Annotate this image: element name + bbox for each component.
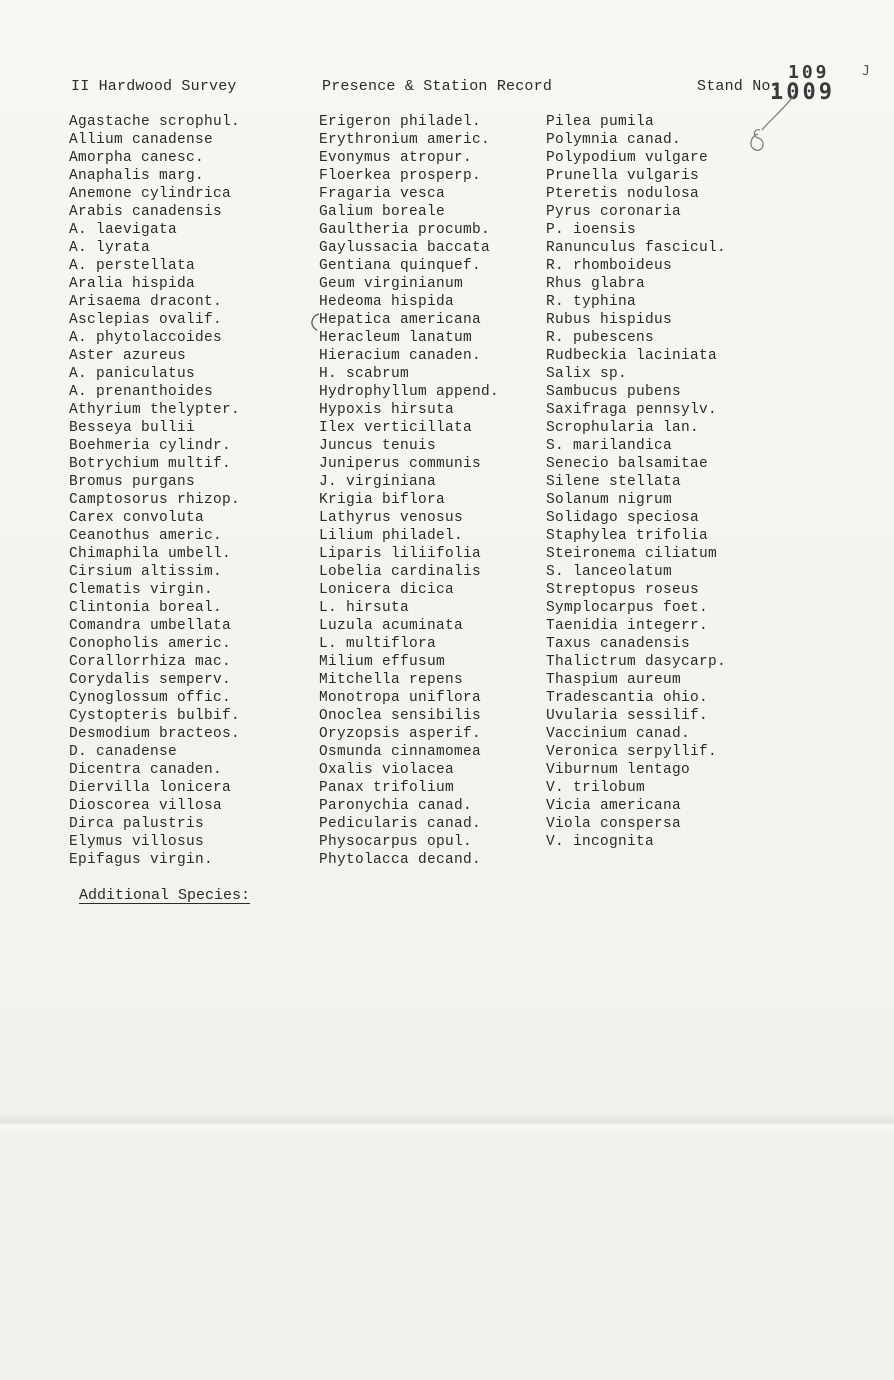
species-item: Gentiana quinquef. bbox=[319, 258, 482, 274]
pencil-annotation-icon bbox=[740, 90, 820, 170]
species-item: Paronychia canad. bbox=[319, 798, 473, 814]
species-item: Conopholis americ. bbox=[69, 636, 232, 652]
species-item: Krigia biflora bbox=[319, 492, 446, 508]
species-item: Solanum nigrum bbox=[546, 492, 673, 508]
species-item: J. virginiana bbox=[319, 474, 437, 490]
species-item: Juncus tenuis bbox=[319, 438, 437, 454]
species-item: Onoclea sensibilis bbox=[319, 708, 482, 724]
species-item: R. rhomboideus bbox=[546, 258, 673, 274]
species-item: Tradescantia ohio. bbox=[546, 690, 709, 706]
species-item: Prunella vulgaris bbox=[546, 168, 700, 184]
species-item: Symplocarpus foet. bbox=[546, 600, 709, 616]
species-item: Comandra umbellata bbox=[69, 618, 232, 634]
species-item: Amorpha canesc. bbox=[69, 150, 205, 166]
species-column-1 bbox=[69, 113, 240, 869]
species-item: L. hirsuta bbox=[319, 600, 410, 616]
species-item: Elymus villosus bbox=[69, 834, 205, 850]
species-item: Geum virginianum bbox=[319, 276, 464, 292]
species-item: Streptopus roseus bbox=[546, 582, 700, 598]
species-item: Pteretis nodulosa bbox=[546, 186, 700, 202]
species-item: A. lyrata bbox=[69, 240, 151, 256]
species-item: Dirca palustris bbox=[69, 816, 205, 832]
species-column-2 bbox=[319, 113, 499, 869]
species-item: Panax trifolium bbox=[319, 780, 455, 796]
species-item: Liparis liliifolia bbox=[319, 546, 482, 562]
species-item: Athyrium thelypter. bbox=[69, 402, 241, 418]
species-item: Mitchella repens bbox=[319, 672, 464, 688]
species-item: Rhus glabra bbox=[546, 276, 646, 292]
species-item: Vicia americana bbox=[546, 798, 682, 814]
species-item: Gaultheria procumb. bbox=[319, 222, 491, 238]
species-item: Senecio balsamitae bbox=[546, 456, 709, 472]
species-item: Oxalis violacea bbox=[319, 762, 455, 778]
paper-fold bbox=[0, 1112, 894, 1136]
species-item: Dicentra canaden. bbox=[69, 762, 223, 778]
species-item: Lilium philadel. bbox=[319, 528, 464, 544]
species-item: Polypodium vulgare bbox=[546, 150, 709, 166]
species-item: Juniperus communis bbox=[319, 456, 482, 472]
species-item: Ranunculus fascicul. bbox=[546, 240, 727, 256]
species-item: Phytolacca decand. bbox=[319, 852, 482, 868]
species-item: Asclepias ovalif. bbox=[69, 312, 223, 328]
species-item: Arabis canadensis bbox=[69, 204, 223, 220]
species-item: Agastache scrophul. bbox=[69, 114, 241, 130]
species-item: Chimaphila umbell. bbox=[69, 546, 232, 562]
species-item: Bromus purgans bbox=[69, 474, 196, 490]
species-item: Milium effusum bbox=[319, 654, 446, 670]
species-item: Diervilla lonicera bbox=[69, 780, 232, 796]
species-item: Anemone cylindrica bbox=[69, 186, 232, 202]
species-item: Pilea pumila bbox=[546, 114, 655, 130]
species-item: Oryzopsis asperif. bbox=[319, 726, 482, 742]
record-title: Presence & Station Record bbox=[322, 78, 553, 95]
species-item: Scrophularia lan. bbox=[546, 420, 700, 436]
species-item: Besseya bullii bbox=[69, 420, 196, 436]
species-item: Taxus canadensis bbox=[546, 636, 691, 652]
species-item: Thaspium aureum bbox=[546, 672, 682, 688]
species-item: Thalictrum dasycarp. bbox=[546, 654, 727, 670]
species-item: Dioscorea villosa bbox=[69, 798, 223, 814]
species-item: Boehmeria cylindr. bbox=[69, 438, 232, 454]
species-item: Heracleum lanatum bbox=[319, 330, 473, 346]
species-item: A. laevigata bbox=[69, 222, 178, 238]
species-item: R. pubescens bbox=[546, 330, 655, 346]
species-item: Sambucus pubens bbox=[546, 384, 682, 400]
species-item: P. ioensis bbox=[546, 222, 637, 238]
species-item: Uvularia sessilif. bbox=[546, 708, 709, 724]
species-item: Cynoglossum offic. bbox=[69, 690, 232, 706]
additional-species-label: Additional Species: bbox=[79, 887, 251, 904]
species-item: Fragaria vesca bbox=[319, 186, 446, 202]
species-item: Luzula acuminata bbox=[319, 618, 464, 634]
species-item: A. phytolaccoides bbox=[69, 330, 223, 346]
species-item: S. marilandica bbox=[546, 438, 673, 454]
species-item: Camptosorus rhizop. bbox=[69, 492, 241, 508]
species-item: Allium canadense bbox=[69, 132, 214, 148]
species-item: Clintonia boreal. bbox=[69, 600, 223, 616]
species-item: Corydalis semperv. bbox=[69, 672, 232, 688]
stand-number-label: Stand No. bbox=[697, 78, 780, 95]
species-item: Floerkea prosperp. bbox=[319, 168, 482, 184]
species-item: Rudbeckia laciniata bbox=[546, 348, 718, 364]
species-item: Hepatica americana bbox=[319, 312, 482, 328]
species-item: L. multiflora bbox=[319, 636, 437, 652]
species-item: Salix sp. bbox=[546, 366, 628, 382]
species-item: Pyrus coronaria bbox=[546, 204, 682, 220]
species-item: V. trilobum bbox=[546, 780, 646, 796]
species-item: Hypoxis hirsuta bbox=[319, 402, 455, 418]
species-item: Ilex verticillata bbox=[319, 420, 473, 436]
species-item: R. typhina bbox=[546, 294, 637, 310]
species-item: Osmunda cinnamomea bbox=[319, 744, 482, 760]
stand-number-stamp-top: 109 bbox=[788, 62, 830, 83]
species-item: Clematis virgin. bbox=[69, 582, 214, 598]
species-item: Carex convoluta bbox=[69, 510, 205, 526]
species-item: H. scabrum bbox=[319, 366, 410, 382]
species-item: Pedicularis canad. bbox=[319, 816, 482, 832]
species-item: A. prenanthoides bbox=[69, 384, 214, 400]
species-item: Erythronium americ. bbox=[319, 132, 491, 148]
species-item: Hieracium canaden. bbox=[319, 348, 482, 364]
species-item: Ceanothus americ. bbox=[69, 528, 223, 544]
species-item: Hydrophyllum append. bbox=[319, 384, 500, 400]
species-item: Aralia hispida bbox=[69, 276, 196, 292]
species-item: D. canadense bbox=[69, 744, 178, 760]
species-item: Desmodium bracteos. bbox=[69, 726, 241, 742]
species-item: Evonymus atropur. bbox=[319, 150, 473, 166]
species-item: Polymnia canad. bbox=[546, 132, 682, 148]
species-column-3 bbox=[546, 113, 726, 851]
species-item: A. perstellata bbox=[69, 258, 196, 274]
species-item: Taenidia integerr. bbox=[546, 618, 709, 634]
species-item: Gaylussacia baccata bbox=[319, 240, 491, 256]
species-item: A. paniculatus bbox=[69, 366, 196, 382]
species-item: Silene stellata bbox=[546, 474, 682, 490]
species-item: Aster azureus bbox=[69, 348, 187, 364]
species-item: Galium boreale bbox=[319, 204, 446, 220]
species-item: Anaphalis marg. bbox=[69, 168, 205, 184]
species-item: Steironema ciliatum bbox=[546, 546, 718, 562]
species-item: Lobelia cardinalis bbox=[319, 564, 482, 580]
species-item: Lonicera dicica bbox=[319, 582, 455, 598]
species-item: Veronica serpyllif. bbox=[546, 744, 718, 760]
species-item: Vaccinium canad. bbox=[546, 726, 691, 742]
species-item: Staphylea trifolia bbox=[546, 528, 709, 544]
species-item: Arisaema dracont. bbox=[69, 294, 223, 310]
species-item: Corallorrhiza mac. bbox=[69, 654, 232, 670]
species-item: Hedeoma hispida bbox=[319, 294, 455, 310]
species-item: Viburnum lentago bbox=[546, 762, 691, 778]
species-item: Monotropa uniflora bbox=[319, 690, 482, 706]
species-item: Lathyrus venosus bbox=[319, 510, 464, 526]
species-item: Epifagus virgin. bbox=[69, 852, 214, 868]
species-item: Solidago speciosa bbox=[546, 510, 700, 526]
species-item: Saxifraga pennsylv. bbox=[546, 402, 718, 418]
species-item: Cystopteris bulbif. bbox=[69, 708, 241, 724]
corner-mark: J bbox=[862, 64, 870, 79]
species-item: Botrychium multif. bbox=[69, 456, 232, 472]
stand-number-stamp-bottom: 1009 bbox=[770, 80, 835, 105]
species-item: Physocarpus opul. bbox=[319, 834, 473, 850]
species-item: Erigeron philadel. bbox=[319, 114, 482, 130]
species-item: Cirsium altissim. bbox=[69, 564, 223, 580]
species-item: Rubus hispidus bbox=[546, 312, 673, 328]
survey-title: II Hardwood Survey bbox=[71, 78, 237, 95]
species-item: Viola conspersa bbox=[546, 816, 682, 832]
species-item: S. lanceolatum bbox=[546, 564, 673, 580]
species-item: V. incognita bbox=[546, 834, 655, 850]
